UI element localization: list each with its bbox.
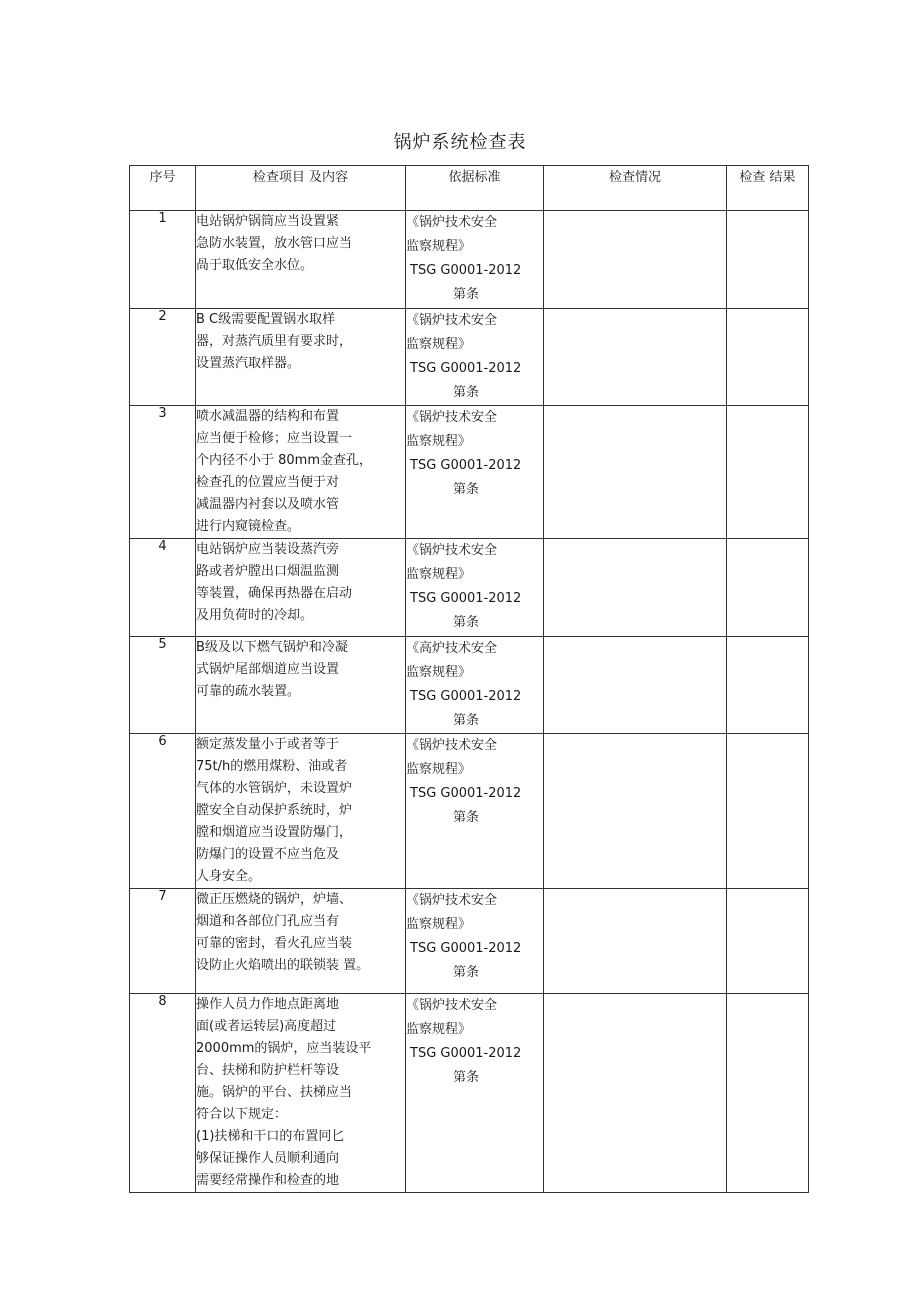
row-result[interactable] (727, 734, 809, 889)
basis-clause: 第条 (453, 615, 480, 630)
basis-line: 《锅炉技术安全 (406, 893, 498, 908)
row-seq: 4 (130, 539, 196, 637)
row-basis (406, 539, 544, 637)
basis-clause: 第条 (453, 287, 480, 302)
basis-clause: 第条 (453, 1070, 480, 1085)
row-status[interactable] (544, 309, 727, 406)
row-result[interactable] (727, 211, 809, 309)
row-basis (406, 734, 544, 889)
basis-clause: 第条 (453, 965, 480, 980)
table-row (130, 994, 809, 1193)
basis-code: TSG G0001-2012 (410, 458, 522, 473)
row-status[interactable] (544, 211, 727, 309)
row-item: 电站锅炉应当装设蒸汽旁 路或者炉膛出口烟温监测 等装置，确保再热器在启动 及用负荷时的冷却。 (196, 539, 406, 637)
row-item: 喷水减温器的结构和布置 应当便于检修；应当设置一 个内径不小于 80mm金查孔， 检查孔的位置应当便于对 减温器内衬套以及喷水管 进行内窥镜检查。 (196, 406, 406, 539)
row-item: B级及以下燃气锅炉和冷凝 式锅炉尾部烟道应当设置 可靠的疏水装置。 (196, 637, 406, 734)
basis-line: 监察规程》 (406, 239, 472, 254)
header-seq: 序号 (130, 166, 196, 211)
table-row (130, 889, 809, 994)
basis-line: 《锅炉技术安全 (406, 410, 498, 425)
row-basis (406, 994, 544, 1193)
basis-code: TSG G0001-2012 (410, 941, 522, 956)
row-basis (406, 889, 544, 994)
row-result[interactable] (727, 994, 809, 1193)
basis-line: 监察规程》 (406, 917, 472, 932)
basis-clause: 第条 (453, 713, 480, 728)
row-status[interactable] (544, 889, 727, 994)
table-row (130, 406, 809, 539)
basis-code: TSG G0001-2012 (410, 1046, 522, 1061)
basis-code: TSG G0001-2012 (410, 361, 522, 376)
row-seq: 2 (130, 309, 196, 406)
table-row (130, 211, 809, 309)
basis-line: 《锅炉技术安全 (406, 313, 498, 328)
row-seq: 3 (130, 406, 196, 539)
table-header-row (130, 166, 809, 211)
row-item: B C级需要配置锅水取样 器，对蒸汽质里有要求时， 设置蒸汽取样器。 (196, 309, 406, 406)
basis-line: 监察规程》 (406, 567, 472, 582)
basis-line: 《锅炉技术安全 (406, 998, 498, 1013)
row-basis (406, 406, 544, 539)
basis-line: 监察规程》 (406, 337, 472, 352)
header-status: 检查情况 (544, 166, 727, 211)
row-basis (406, 309, 544, 406)
basis-code: TSG G0001-2012 (410, 689, 522, 704)
row-item: 电站锅炉锅筒应当设置紧 急防水装置，放水管口应当 咼于取低安全水位。 (196, 211, 406, 309)
document-title: 锅炉系统检查表 (393, 132, 527, 153)
basis-code: TSG G0001-2012 (410, 263, 522, 278)
row-basis (406, 211, 544, 309)
row-result[interactable] (727, 637, 809, 734)
header-item: 检查项目 及内容 (196, 166, 406, 211)
table-row (130, 734, 809, 889)
row-status[interactable] (544, 637, 727, 734)
row-seq: 6 (130, 734, 196, 889)
basis-clause: 第条 (453, 482, 480, 497)
inspection-table (129, 165, 809, 1193)
row-result[interactable] (727, 539, 809, 637)
basis-line: 监察规程》 (406, 434, 472, 449)
basis-clause: 第条 (453, 810, 480, 825)
basis-line: 《锅炉技术安全 (406, 543, 498, 558)
row-status[interactable] (544, 406, 727, 539)
row-status[interactable] (544, 734, 727, 889)
row-result[interactable] (727, 309, 809, 406)
basis-code: TSG G0001-2012 (410, 786, 522, 801)
row-seq: 8 (130, 994, 196, 1193)
basis-line: 监察规程》 (406, 1022, 472, 1037)
row-item: 操作人员力作地点距离地 面(或者运转层)高度超过 2000mm的锅炉，应当装设平 台、扶梯和防护栏杆等设 施。锅炉的平台、扶梯应当 符合以下规定： (1)扶梯和干口的布置冋匕 够保证操作人员顺利通向 需要经常操作和检查的地 (196, 994, 406, 1193)
row-seq: 5 (130, 637, 196, 734)
row-item: 额定蒸发量小于或者等于 75t/h的燃用煤粉、油或者 气体的水管锅炉，未设置炉 膛安全自动保护系统时，炉 膛和烟道应当设置防爆门， 防爆门的设置不应当危及 人身安全。 (196, 734, 406, 889)
table-row (130, 539, 809, 637)
basis-line: 《高炉技术安全 (406, 641, 498, 656)
row-result[interactable] (727, 889, 809, 994)
basis-line: 监察规程》 (406, 665, 472, 680)
basis-line: 《锅炉技术安全 (406, 738, 498, 753)
basis-line: 《锅炉技术安全 (406, 215, 498, 230)
basis-line: 监察规程》 (406, 762, 472, 777)
header-basis: 依据标准 (406, 166, 544, 211)
table-row (130, 309, 809, 406)
basis-clause: 第条 (453, 385, 480, 400)
row-status[interactable] (544, 539, 727, 637)
header-result: 检查 结果 (727, 166, 809, 211)
basis-code: TSG G0001-2012 (410, 591, 522, 606)
row-seq: 7 (130, 889, 196, 994)
row-basis (406, 637, 544, 734)
row-item: 微正压燃烧的锅炉，炉墙、 烟道和各部位门孔应当有 可靠的密封，看火孔应当装 设防止火焰喷出的联锁装 置。 (196, 889, 406, 994)
row-result[interactable] (727, 406, 809, 539)
row-status[interactable] (544, 994, 727, 1193)
table-row (130, 637, 809, 734)
row-seq: 1 (130, 211, 196, 309)
